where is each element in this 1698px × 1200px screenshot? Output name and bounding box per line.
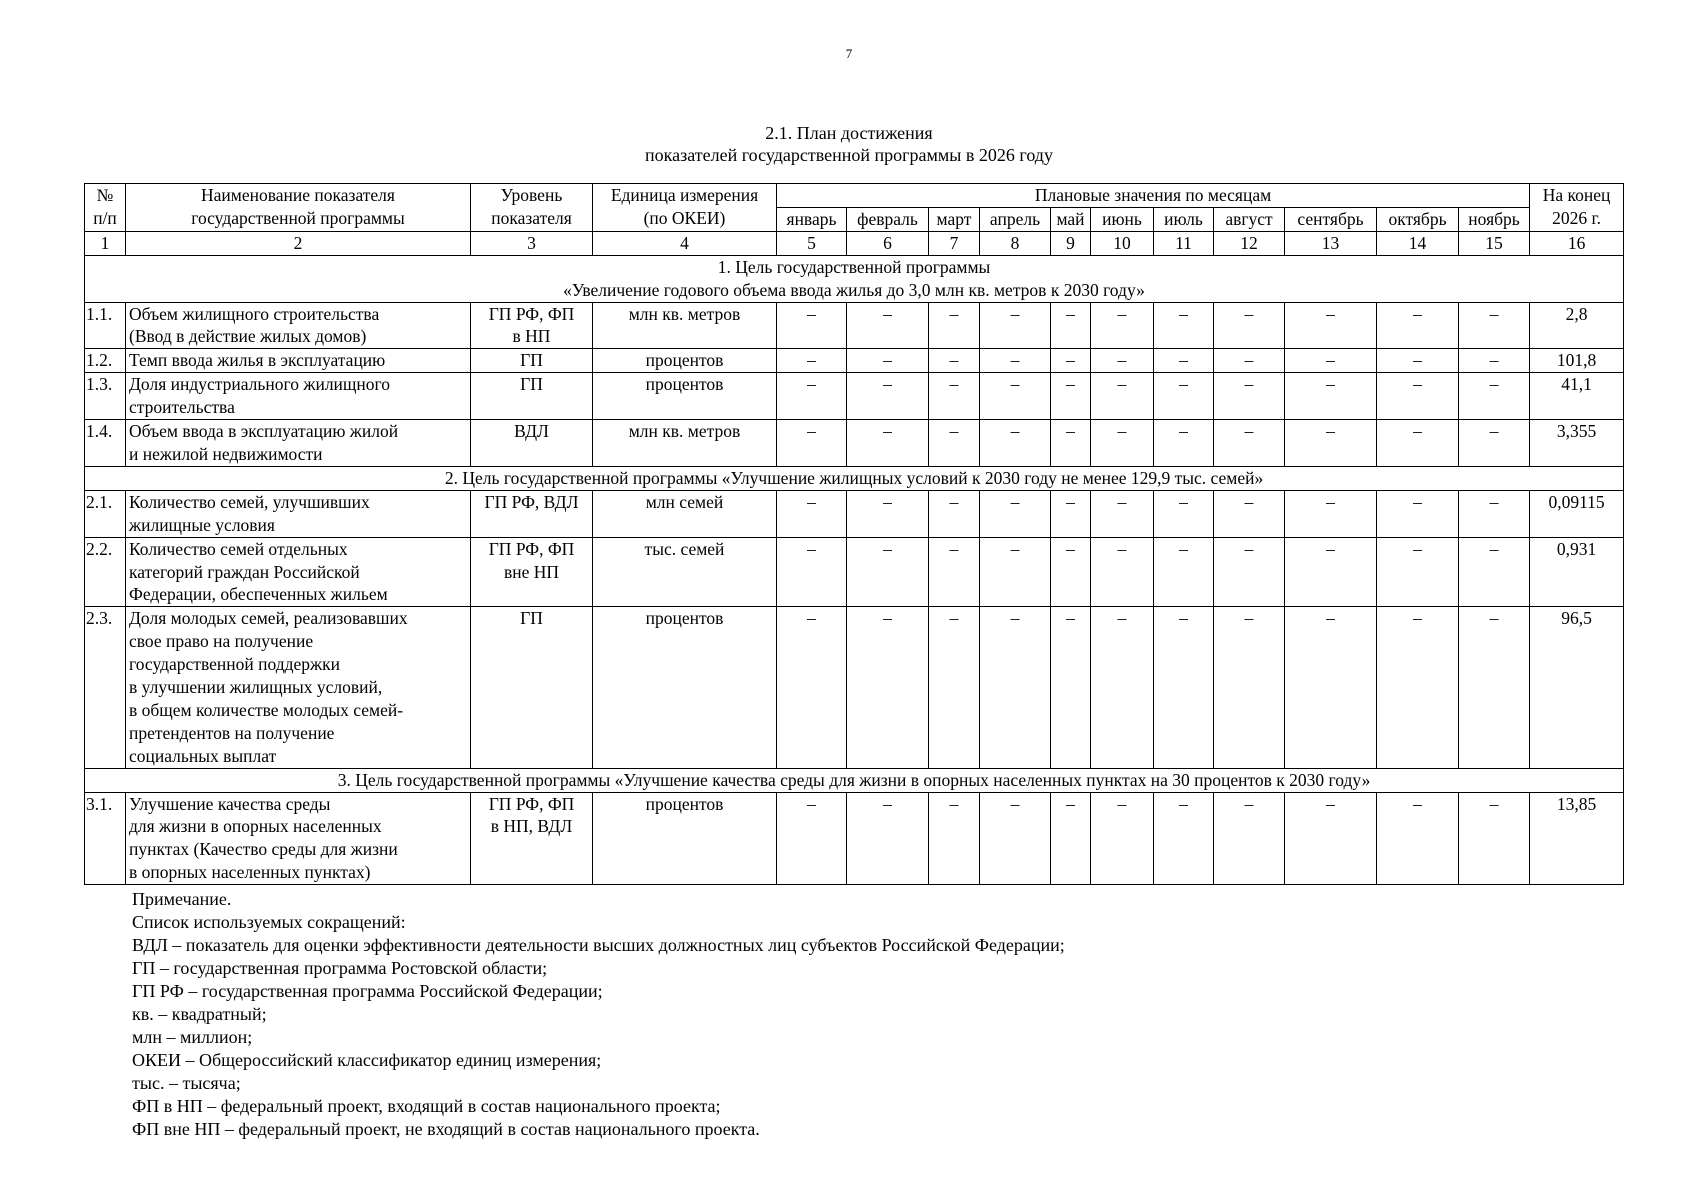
monthly-value: – <box>1377 490 1459 537</box>
column-number-12: 12 <box>1214 231 1285 255</box>
monthly-value: – <box>1285 302 1377 349</box>
monthly-value: – <box>1214 420 1285 467</box>
indicator-level <box>471 420 593 467</box>
indicator-name <box>126 537 471 607</box>
monthly-value: – <box>1285 607 1377 768</box>
column-number-5: 5 <box>777 231 847 255</box>
end-of-year-value: 13,85 <box>1530 792 1624 885</box>
end-of-year-value: 96,5 <box>1530 607 1624 768</box>
indicator-level <box>471 302 593 349</box>
monthly-value: – <box>1091 373 1154 420</box>
indicator-level-line: вне НП <box>503 561 560 582</box>
table-row <box>85 607 1624 768</box>
indicator-level <box>471 537 593 607</box>
monthly-value: – <box>980 302 1051 349</box>
column-number-8: 8 <box>980 231 1051 255</box>
monthly-value: – <box>929 373 980 420</box>
monthly-value: – <box>1214 349 1285 373</box>
monthly-value: – <box>847 792 929 885</box>
indicator-name-line: Темп ввода жилья в эксплуатацию <box>129 350 386 371</box>
column-number-13: 13 <box>1285 231 1377 255</box>
header-end-line1: На конец <box>1542 185 1611 205</box>
indicator-unit: тыс. семей <box>593 537 777 607</box>
indicator-level <box>471 607 593 768</box>
monthly-value: – <box>847 537 929 607</box>
monthly-value: – <box>1154 490 1214 537</box>
indicator-name-line: в общем количестве молодых семей- <box>129 699 404 720</box>
table-row <box>85 537 1624 607</box>
header-no-line2: п/п <box>93 207 117 228</box>
indicator-name <box>126 302 471 349</box>
indicator-level-line: ГП РФ, ВДЛ <box>484 491 579 512</box>
note-line: тыс. – тысяча; <box>132 1073 241 1093</box>
monthly-value: – <box>1214 607 1285 768</box>
header-row-1 <box>85 184 1624 208</box>
indicator-name-line: категорий граждан Российской <box>129 561 360 582</box>
monthly-value: – <box>847 420 929 467</box>
monthly-value: – <box>929 302 980 349</box>
row-number: 1.3. <box>85 373 126 420</box>
indicator-unit: процентов <box>593 607 777 768</box>
monthly-value: – <box>777 537 847 607</box>
indicator-name-line: социальных выплат <box>129 745 277 766</box>
indicator-name-line: в улучшении жилищных условий, <box>129 677 383 698</box>
monthly-value: – <box>1051 792 1091 885</box>
table-row <box>85 373 1624 420</box>
column-number-2: 2 <box>126 231 471 255</box>
monthly-value: – <box>1377 373 1459 420</box>
indicator-unit: процентов <box>593 349 777 373</box>
monthly-value: – <box>1051 420 1091 467</box>
header-month-5: май <box>1051 207 1091 231</box>
monthly-value: – <box>1214 490 1285 537</box>
indicator-unit: млн кв. метров <box>593 420 777 467</box>
header-name-line2: государственной программы <box>191 207 405 228</box>
goal-1-line2: «Увеличение годового объема ввода жилья до 3,0 млн кв. метров к 2030 году» <box>563 279 1145 300</box>
indicator-name-line: государственной поддержки <box>129 654 340 675</box>
header-month-1: январь <box>777 207 847 231</box>
table-row <box>85 490 1624 537</box>
indicator-level-line: ГП <box>520 608 543 629</box>
indicator-name-line: Доля молодых семей, реализовавших <box>129 608 408 629</box>
note-line: кв. – квадратный; <box>132 1004 267 1024</box>
column-number-10: 10 <box>1091 231 1154 255</box>
monthly-value: – <box>1154 302 1214 349</box>
indicator-name-line: свое право на получение <box>129 631 314 652</box>
monthly-value: – <box>1154 349 1214 373</box>
monthly-value: – <box>1091 537 1154 607</box>
indicator-name <box>126 420 471 467</box>
monthly-value: – <box>980 537 1051 607</box>
indicator-unit: процентов <box>593 792 777 885</box>
monthly-value: – <box>1051 607 1091 768</box>
row-number: 2.3. <box>85 607 126 768</box>
header-month-2: февраль <box>847 207 929 231</box>
indicator-unit: млн кв. метров <box>593 302 777 349</box>
indicator-name-line: Федерации, обеспеченных жильем <box>129 584 388 605</box>
indicator-name-line: для жизни в опорных населенных <box>129 816 382 837</box>
indicator-name-line: строительства <box>129 397 235 418</box>
monthly-value: – <box>1459 373 1530 420</box>
header-unit-line1: Единица измерения <box>610 185 759 205</box>
end-of-year-value: 101,8 <box>1530 349 1624 373</box>
monthly-value: – <box>1154 373 1214 420</box>
indicator-level <box>471 349 593 373</box>
indicator-name <box>126 792 471 885</box>
monthly-value: – <box>1459 537 1530 607</box>
header-month-11: ноябрь <box>1459 207 1530 231</box>
end-of-year-value: 3,355 <box>1530 420 1624 467</box>
indicator-name-line: и нежилой недвижимости <box>129 443 323 464</box>
column-number-4: 4 <box>593 231 777 255</box>
goal-3-row <box>85 768 1624 792</box>
indicator-level-line: в НП <box>512 326 551 347</box>
monthly-value: – <box>1285 349 1377 373</box>
column-number-11: 11 <box>1154 231 1214 255</box>
header-monthly-group: Плановые значения по месяцам <box>777 184 1530 208</box>
goal-2-row <box>85 466 1624 490</box>
column-number-15: 15 <box>1459 231 1530 255</box>
indicator-level-line: ВДЛ <box>514 421 549 442</box>
indicator-name <box>126 490 471 537</box>
goal-1-row <box>85 255 1624 302</box>
indicator-name-line: жилищные условия <box>129 514 275 535</box>
indicator-level-line: ГП РФ, ФП <box>488 303 575 324</box>
monthly-value: – <box>1459 349 1530 373</box>
monthly-value: – <box>929 420 980 467</box>
monthly-value: – <box>1285 537 1377 607</box>
monthly-value: – <box>777 420 847 467</box>
end-of-year-value: 0,09115 <box>1530 490 1624 537</box>
monthly-value: – <box>1091 349 1154 373</box>
end-of-year-value: 41,1 <box>1530 373 1624 420</box>
monthly-value: – <box>1459 490 1530 537</box>
monthly-value: – <box>1091 792 1154 885</box>
indicator-level-line: ГП <box>520 374 543 395</box>
monthly-value: – <box>1051 537 1091 607</box>
column-number-7: 7 <box>929 231 980 255</box>
indicator-name-line: Количество семей отдельных <box>129 538 348 559</box>
monthly-value: – <box>847 302 929 349</box>
header-end <box>1530 184 1624 232</box>
monthly-value: – <box>847 490 929 537</box>
indicator-level-line: в НП, ВДЛ <box>490 816 573 837</box>
monthly-value: – <box>1214 537 1285 607</box>
monthly-value: – <box>1154 420 1214 467</box>
column-number-6: 6 <box>847 231 929 255</box>
monthly-value: – <box>777 349 847 373</box>
indicator-name <box>126 373 471 420</box>
monthly-value: – <box>980 792 1051 885</box>
table-row <box>85 792 1624 885</box>
header-level-line1: Уровень <box>500 185 563 205</box>
header-name <box>126 184 471 232</box>
indicator-name-line: Улучшение качества среды <box>129 793 331 814</box>
monthly-value: – <box>1091 607 1154 768</box>
table-row <box>85 420 1624 467</box>
indicator-level <box>471 792 593 885</box>
indicator-level-line: ГП <box>520 350 543 371</box>
indicator-name-line: в опорных населенных пунктах) <box>129 862 371 883</box>
goal-3-line1: 3. Цель государственной программы «Улучшение качества среды для жизни в опорных населенных пунктах на 30 процентов к 2030 году» <box>337 769 1371 790</box>
table-title-line1: 2.1. План достижения <box>765 123 933 143</box>
indicator-name <box>126 607 471 768</box>
notes-block <box>132 888 1065 1141</box>
monthly-value: – <box>1091 420 1154 467</box>
row-number: 2.1. <box>85 490 126 537</box>
note-line: млн – миллион; <box>132 1027 253 1047</box>
monthly-value: – <box>1214 792 1285 885</box>
monthly-value: – <box>980 349 1051 373</box>
header-month-3: март <box>929 207 980 231</box>
indicator-level <box>471 373 593 420</box>
monthly-value: – <box>1377 349 1459 373</box>
monthly-value: – <box>847 349 929 373</box>
monthly-value: – <box>980 490 1051 537</box>
indicator-unit: процентов <box>593 373 777 420</box>
monthly-value: – <box>1154 792 1214 885</box>
column-number-14: 14 <box>1377 231 1459 255</box>
monthly-value: – <box>777 607 847 768</box>
goal-2-cell <box>85 466 1624 490</box>
note-line: ФП вне НП – федеральный проект, не входящий в состав национального проекта. <box>132 1119 760 1139</box>
row-number: 2.2. <box>85 537 126 607</box>
header-month-4: апрель <box>980 207 1051 231</box>
note-line: ФП в НП – федеральный проект, входящий в состав национального проекта; <box>132 1096 721 1116</box>
indicator-unit: млн семей <box>593 490 777 537</box>
monthly-value: – <box>1285 490 1377 537</box>
monthly-value: – <box>1377 302 1459 349</box>
monthly-value: – <box>1377 792 1459 885</box>
indicator-name-line: Объем жилищного строительства <box>129 303 380 324</box>
note-line: Список используемых сокращений: <box>132 912 406 932</box>
end-of-year-value: 2,8 <box>1530 302 1624 349</box>
header-name-line1: Наименование показателя <box>201 185 395 205</box>
column-number-1: 1 <box>85 231 126 255</box>
monthly-value: – <box>777 490 847 537</box>
note-line: ВДЛ – показатель для оценки эффективности деятельности высших должностных лиц субъектов Российской Федерации; <box>132 935 1065 955</box>
goal-1-cell <box>85 255 1624 302</box>
monthly-value: – <box>980 607 1051 768</box>
column-number-16: 16 <box>1530 231 1624 255</box>
monthly-value: – <box>1154 537 1214 607</box>
row-number: 1.4. <box>85 420 126 467</box>
indicator-name-line: Объем ввода в эксплуатацию жилой <box>129 421 399 442</box>
header-no <box>85 184 126 232</box>
table-title <box>0 122 1698 166</box>
header-end-line2: 2026 г. <box>1552 207 1602 228</box>
monthly-value: – <box>980 373 1051 420</box>
monthly-value: – <box>929 537 980 607</box>
header-level-line2: показателя <box>491 207 572 228</box>
column-number-9: 9 <box>1051 231 1091 255</box>
header-row-column-numbers <box>85 231 1624 255</box>
monthly-value: – <box>929 349 980 373</box>
monthly-value: – <box>980 420 1051 467</box>
header-month-7: июль <box>1154 207 1214 231</box>
monthly-value: – <box>847 373 929 420</box>
end-of-year-value: 0,931 <box>1530 537 1624 607</box>
monthly-value: – <box>777 373 847 420</box>
monthly-value: – <box>1285 792 1377 885</box>
goal-2-line1: 2. Цель государственной программы «Улучшение жилищных условий к 2030 году не менее 129,9 тыс. семей» <box>444 467 1264 488</box>
table-row <box>85 302 1624 349</box>
indicator-name-line: (Ввод в действие жилых домов) <box>129 326 367 347</box>
table-row <box>85 349 1624 373</box>
monthly-value: – <box>929 792 980 885</box>
indicators-plan-table <box>84 183 1624 885</box>
header-unit <box>593 184 777 232</box>
monthly-value: – <box>1285 373 1377 420</box>
header-month-6: июнь <box>1091 207 1154 231</box>
header-level <box>471 184 593 232</box>
indicator-name-line: Количество семей, улучшивших <box>129 491 370 512</box>
monthly-value: – <box>1459 420 1530 467</box>
indicator-level-line: ГП РФ, ФП <box>488 538 575 559</box>
monthly-value: – <box>929 607 980 768</box>
note-line: ГП РФ – государственная программа Российской Федерации; <box>132 981 603 1001</box>
indicator-name-line: пунктах (Качество среды для жизни <box>129 839 398 860</box>
note-line: Примечание. <box>132 889 232 909</box>
monthly-value: – <box>1051 302 1091 349</box>
row-number: 1.1. <box>85 302 126 349</box>
note-line: ГП – государственная программа Ростовской области; <box>132 958 548 978</box>
monthly-value: – <box>929 490 980 537</box>
monthly-value: – <box>1377 537 1459 607</box>
monthly-value: – <box>777 792 847 885</box>
note-line: ОКЕИ – Общероссийский классификатор единиц измерения; <box>132 1050 602 1070</box>
monthly-value: – <box>1377 420 1459 467</box>
indicator-name <box>126 349 471 373</box>
indicator-level <box>471 490 593 537</box>
monthly-value: – <box>1091 302 1154 349</box>
header-no-line1: № <box>96 185 114 205</box>
header-month-10: октябрь <box>1377 207 1459 231</box>
header-unit-line2: (по ОКЕИ) <box>643 207 726 228</box>
monthly-value: – <box>1377 607 1459 768</box>
row-number: 3.1. <box>85 792 126 885</box>
goal-1-line1: 1. Цель государственной программы <box>717 256 991 277</box>
monthly-value: – <box>1051 349 1091 373</box>
column-number-3: 3 <box>471 231 593 255</box>
monthly-value: – <box>1154 607 1214 768</box>
indicator-level-line: ГП РФ, ФП <box>488 793 575 814</box>
header-month-9: сентябрь <box>1285 207 1377 231</box>
row-number: 1.2. <box>85 349 126 373</box>
indicator-name-line: Доля индустриального жилищного <box>129 374 390 395</box>
monthly-value: – <box>847 607 929 768</box>
monthly-value: – <box>1051 373 1091 420</box>
monthly-value: – <box>1091 490 1154 537</box>
monthly-value: – <box>1285 420 1377 467</box>
monthly-value: – <box>1214 373 1285 420</box>
monthly-value: – <box>1459 607 1530 768</box>
monthly-value: – <box>1459 302 1530 349</box>
monthly-value: – <box>1214 302 1285 349</box>
table-title-line2: показателей государственной программы в 2026 году <box>645 145 1053 165</box>
goal-3-cell <box>85 768 1624 792</box>
header-month-8: август <box>1214 207 1285 231</box>
monthly-value: – <box>1051 490 1091 537</box>
monthly-value: – <box>777 302 847 349</box>
indicator-name-line: претендентов на получение <box>129 722 335 743</box>
page-number: 7 <box>845 46 853 61</box>
monthly-value: – <box>1459 792 1530 885</box>
